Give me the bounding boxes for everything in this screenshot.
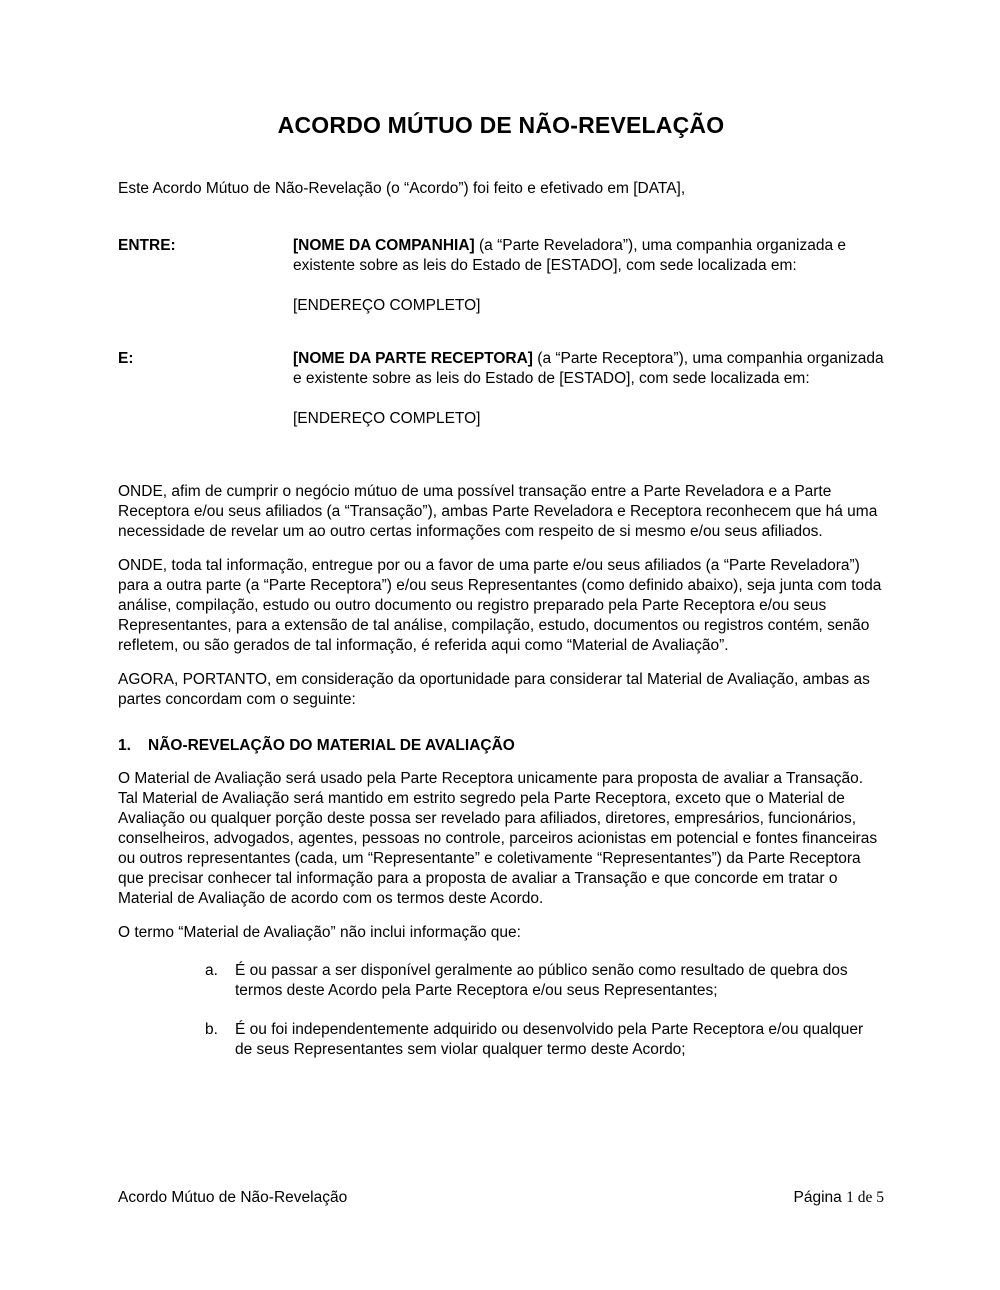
party-row-entre [118, 236, 884, 276]
party-address-placeholder: [ENDEREÇO COMPLETO] [293, 410, 481, 427]
list-item-b [118, 1020, 884, 1060]
party-description [293, 236, 884, 276]
section-number: 1. [118, 737, 131, 754]
list-marker: b. [205, 1021, 218, 1038]
party-row-e [118, 349, 884, 389]
recital-paragraph: AGORA, PORTANTO, em consideração da oportunidade para considerar tal Material de Avaliação, ambas as partes concordam com o seguinte: [118, 671, 870, 708]
section-paragraph: O termo “Material de Avaliação” não inclui informação que: [118, 924, 521, 941]
recital-paragraph: ONDE, toda tal informação, entregue por ou a favor de uma parte e/ou seus afiliados (a “Parte Reveladora”) para a outra parte (a “Parte Receptora”) e/ou seus Representantes (como definido abaixo), seja junta com toda análise, compilação, estudo ou outro documento ou registro preparado pela Parte Receptora e/ou seus Representantes, para a extensão de tal análise, compilação, estudo, documentos ou registros contém, senão refletem, ou são gerados de tal informação, é referida aqui como “Material de Avaliação”. [118, 557, 882, 654]
party-address-placeholder: [ENDEREÇO COMPLETO] [293, 297, 481, 314]
list-item-text: É ou foi independentemente adquirido ou desenvolvido pela Parte Receptora e/ou qualquer de seus Representantes sem violar qualquer termo deste Acordo; [235, 1021, 864, 1058]
section-heading-text: NÃO-REVELAÇÃO DO MATERIAL DE AVALIAÇÃO [148, 737, 515, 754]
footer-page-indicator [794, 1188, 884, 1208]
party-description [293, 349, 884, 389]
party-description-rest: (a “Parte Reveladora”), uma companhia organizada e existente sobre as leis do Estado de [ESTADO], com sede localizada em: [293, 237, 847, 274]
party-description-rest: (a “Parte Receptora”), uma companhia organizada e existente sobre as leis do Estado de [ESTADO], com sede localizada em: [293, 350, 884, 387]
footer-document-name: Acordo Mútuo de Não-Revelação [118, 1189, 348, 1206]
list-item-text: É ou passar a ser disponível geralmente ao público senão como resultado de quebra dos termos deste Acordo pela Parte Receptora e/ou seus Representantes; [235, 962, 848, 999]
page-footer [118, 1188, 884, 1208]
vertical-spacer [118, 462, 884, 482]
party-name-placeholder: [NOME DA PARTE RECEPTORA] [293, 350, 533, 367]
section-heading [118, 736, 884, 756]
section-paragraph: O Material de Avaliação será usado pela Parte Receptora unicamente para proposta de avaliar a Transação. Tal Material de Avaliação será mantido em estrito segredo pela Parte Receptora, exceto que o Material de Avaliação ou qualquer porção deste possa ser revelado para afiliados, diretores, empresários, funcionários, conselheiros, advogados, agentes, pessoas no controle, parceiros acionistas em potencial e fontes financeiras ou outros representantes (cada, um “Representante” e coletivamente “Representantes”) da Parte Receptora que precisar conhecer tal informação para a proposta de avaliar a Transação e que concorde em tratar o Material de Avaliação de acordo com os termos deste Acordo. [118, 770, 878, 907]
list-item-a [118, 961, 884, 1001]
party-name-placeholder: [NOME DA COMPANHIA] [293, 237, 475, 254]
party-label: E: [118, 350, 134, 367]
footer-page-number: 1 de 5 [846, 1189, 884, 1206]
party-label: ENTRE: [118, 237, 176, 254]
list-marker: a. [205, 962, 218, 979]
footer-page-label: Página [793, 1189, 847, 1206]
intro-paragraph: Este Acordo Mútuo de Não-Revelação (o “Acordo”) foi feito e efetivado em [DATA], [118, 180, 686, 197]
document-title: ACORDO MÚTUO DE NÃO-REVELAÇÃO [277, 112, 725, 138]
recital-paragraph: ONDE, afim de cumprir o negócio mútuo de uma possível transação entre a Parte Reveladora e a Parte Receptora e/ou seus afiliados (a “Transação”), ambas Parte Reveladora e Receptora reconhecem que há uma necessidade de revelar um ao outro certas informações com respeito de si mesmo e/ou seus afiliados. [118, 483, 878, 540]
